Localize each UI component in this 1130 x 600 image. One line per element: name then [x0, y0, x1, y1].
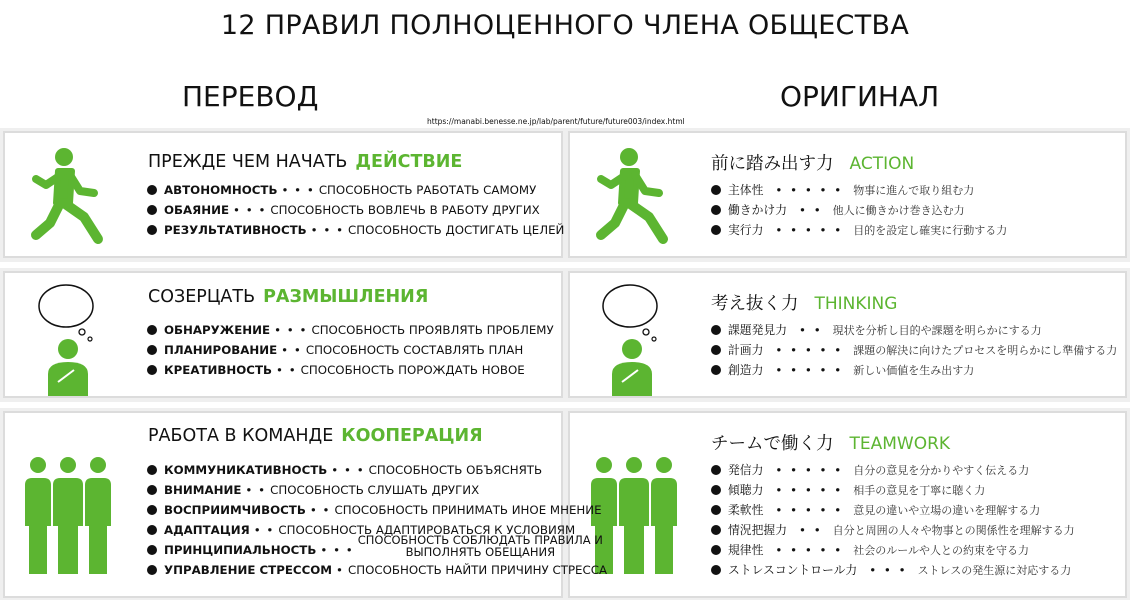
skill-description: СПОСОБНОСТЬ ПРИНИМАТЬ ИНОЕ МНЕНИЕ: [334, 503, 602, 517]
bullet-icon: [711, 505, 721, 515]
list-item: [147, 480, 607, 500]
skill-list: [147, 460, 607, 580]
section-heading-text: 前に踏み出す力: [711, 154, 834, 174]
leader-dots: • • • • •: [775, 543, 844, 557]
thinking-person-icon: [36, 282, 100, 396]
section-heading-text: РАБОТА В КОМАНДЕ: [148, 426, 334, 446]
skill-description: СПОСОБНОСТЬ ОБЪЯСНЯТЬ: [368, 463, 543, 477]
skill-term: АДАПТАЦИЯ: [164, 523, 250, 537]
bullet-icon: [147, 465, 157, 475]
leader-dots: • • • • •: [775, 363, 844, 377]
bullet-icon: [147, 185, 157, 195]
leader-dots: • • •: [274, 323, 308, 337]
skill-description: СПОСОБНОСТЬ НАЙТИ ПРИЧИНУ СТРЕССА: [347, 563, 608, 577]
bullet-icon: [147, 485, 157, 495]
leader-dots: • • • • •: [775, 343, 844, 357]
skill-description: СПОСОБНОСТЬ ДОСТИГАТЬ ЦЕЛЕЙ: [348, 223, 565, 237]
skill-term: ПЛАНИРОВАНИЕ: [164, 343, 278, 357]
skill-term: ОБАЯНИЕ: [164, 203, 230, 217]
leader-dots: • • •: [233, 203, 267, 217]
skill-description: СПОСОБНОСТЬ АДАПТИРОВАТЬСЯ К УСЛОВИЯМ: [278, 523, 576, 537]
skill-list: [147, 320, 554, 380]
skill-description: СПОСОБНОСТЬ РАБОТАТЬ САМОМУ: [318, 183, 537, 197]
leader-dots: • • • • •: [775, 463, 844, 477]
section-heading-teamwork: [148, 426, 483, 446]
running-person-icon: [28, 145, 108, 247]
section-heading-thinking: [148, 287, 428, 307]
bullet-icon: [711, 365, 721, 375]
list-item: [711, 220, 1007, 240]
skill-list: [711, 320, 1117, 380]
skill-term: 発信力: [728, 463, 764, 477]
section-accent-label: РАЗМЫШЛЕНИЯ: [263, 287, 429, 307]
leader-dots: • •: [276, 363, 297, 377]
skill-description: 物事に進んで取り組む力: [853, 184, 975, 197]
leader-dots: • • •: [320, 543, 354, 557]
list-item: [711, 460, 1075, 480]
skill-description: 他人に働きかけ巻き込む力: [832, 204, 965, 217]
skill-description: 自分の意見を分かりやすく伝える力: [853, 464, 1030, 477]
bullet-icon: [711, 465, 721, 475]
skill-term: 規律性: [728, 543, 764, 557]
section-heading-text: チームで働く力: [711, 434, 834, 454]
leader-dots: • •: [799, 523, 823, 537]
list-item: [711, 480, 1075, 500]
leader-dots: • • •: [310, 223, 345, 237]
skill-description: 新しい価値を生み出す力: [853, 364, 975, 377]
leader-dots: • •: [799, 323, 823, 337]
skill-description: 意見の違いや立場の違いを理解する力: [853, 504, 1041, 517]
skill-term: 実行力: [728, 223, 764, 237]
bullet-icon: [147, 325, 157, 335]
skill-description: 現状を分析し目的や課題を明らかにする力: [832, 324, 1042, 337]
bullet-icon: [711, 485, 721, 495]
section-accent-label: THINKING: [814, 294, 898, 314]
list-item: [147, 460, 607, 480]
list-item: [711, 200, 1007, 220]
skill-term: ストレスコントロール力: [728, 563, 858, 577]
leader-dots: • • •: [331, 463, 365, 477]
leader-dots: • •: [253, 523, 275, 537]
skill-description: 相手の意見を丁寧に聴く力: [853, 484, 986, 497]
list-item: [147, 320, 554, 340]
translation-column-title: ПЕРЕВОД: [182, 80, 319, 113]
bullet-icon: [147, 225, 157, 235]
skill-term: 情況把握力: [728, 523, 787, 537]
skill-term: ОБНАРУЖЕНИЕ: [164, 323, 271, 337]
skill-term: КРЕАТИВНОСТЬ: [164, 363, 272, 377]
list-item: [147, 180, 564, 200]
skill-term: 計画力: [728, 343, 764, 357]
section-accent-label: ACTION: [849, 154, 915, 174]
bullet-icon: [147, 365, 157, 375]
leader-dots: •: [336, 563, 344, 577]
list-item: [711, 560, 1075, 580]
bullet-icon: [711, 325, 721, 335]
leader-dots: • •: [309, 503, 331, 517]
team-icon: [22, 455, 114, 577]
skill-term: 柔軟性: [728, 503, 764, 517]
list-item: [147, 360, 554, 380]
skill-list: [147, 180, 564, 240]
list-item: [711, 180, 1007, 200]
list-item: [147, 500, 607, 520]
skill-term: 主体性: [728, 183, 764, 197]
bullet-icon: [147, 205, 157, 215]
thinking-person-icon: [600, 282, 664, 396]
bullet-icon: [147, 545, 157, 555]
skill-description: СПОСОБНОСТЬ ПОРОЖДАТЬ НОВОЕ: [300, 363, 525, 377]
list-item: [147, 560, 607, 580]
leader-dots: • • • • •: [775, 483, 844, 497]
page-title: 12 ПРАВИЛ ПОЛНОЦЕННОГО ЧЛЕНА ОБЩЕСТВА: [220, 10, 910, 41]
bullet-icon: [711, 345, 721, 355]
leader-dots: • •: [799, 203, 823, 217]
skill-description: СПОСОБНОСТЬ СОСТАВЛЯТЬ ПЛАН: [305, 343, 524, 357]
skill-term: АВТОНОМНОСТЬ: [164, 183, 278, 197]
section-heading-action-original: [711, 150, 914, 175]
list-item: [711, 360, 1117, 380]
skill-term: РЕЗУЛЬТАТИВНОСТЬ: [164, 223, 307, 237]
skill-term: 傾聴力: [728, 483, 764, 497]
skill-term: 課題発見力: [728, 323, 787, 337]
section-heading-thinking-original: [711, 290, 897, 315]
leader-dots: • •: [245, 483, 267, 497]
bullet-icon: [711, 185, 721, 195]
bullet-icon: [711, 525, 721, 535]
list-item: [147, 220, 564, 240]
list-item: [711, 500, 1075, 520]
section-heading-teamwork-original: [711, 430, 950, 455]
skill-description: СПОСОБНОСТЬ ПРОЯВЛЯТЬ ПРОБЛЕМУ: [311, 323, 554, 337]
list-item: [147, 340, 554, 360]
skill-description-line: ВЫПОЛНЯТЬ ОБЕЩАНИЯ: [405, 545, 556, 559]
skill-description: [358, 534, 603, 558]
skill-description-line: СПОСОБНОСТЬ СОБЛЮДАТЬ ПРАВИЛА И: [357, 533, 603, 547]
section-heading-text: 考え抜く力: [711, 294, 799, 314]
source-url: https://manabi.benesse.ne.jp/lab/parent/future/future003/index.html: [427, 117, 685, 126]
skill-description: ストレスの発生源に対応する力: [917, 564, 1072, 577]
skill-description: 自分と周囲の人々や物事との関係性を理解する力: [832, 524, 1075, 537]
skill-description: 目的を設定し確実に行動する力: [853, 224, 1008, 237]
bullet-icon: [711, 205, 721, 215]
leader-dots: • • •: [281, 183, 315, 197]
original-column-title: ОРИГИНАЛ: [780, 80, 940, 113]
list-item: [711, 520, 1075, 540]
bullet-icon: [711, 225, 721, 235]
bullet-icon: [711, 545, 721, 555]
bullet-icon: [147, 565, 157, 575]
section-heading-text: СОЗЕРЦАТЬ: [148, 287, 256, 307]
leader-dots: • • • • •: [775, 223, 844, 237]
leader-dots: • • • • •: [775, 503, 844, 517]
skill-term: 創造力: [728, 363, 764, 377]
skill-term: ПРИНЦИПИАЛЬНОСТЬ: [164, 543, 317, 557]
list-item: [711, 320, 1117, 340]
skill-term: ВНИМАНИЕ: [164, 483, 242, 497]
section-accent-label: TEAMWORK: [849, 434, 951, 454]
section-heading-text: ПРЕЖДЕ ЧЕМ НАЧАТЬ: [148, 152, 348, 172]
bullet-icon: [147, 525, 157, 535]
list-item: [711, 340, 1117, 360]
list-item: [711, 540, 1075, 560]
skill-term: КОММУНИКАТИВНОСТЬ: [164, 463, 328, 477]
running-person-icon: [593, 145, 673, 247]
bullet-icon: [711, 565, 721, 575]
skill-description: СПОСОБНОСТЬ СЛУШАТЬ ДРУГИХ: [270, 483, 480, 497]
section-heading-action: [148, 152, 462, 172]
skill-term: ВОСПРИИМЧИВОСТЬ: [164, 503, 306, 517]
leader-dots: • • • • •: [775, 183, 844, 197]
skill-term: 働きかけ力: [728, 203, 787, 217]
skill-description: СПОСОБНОСТЬ ВОВЛЕЧЬ В РАБОТУ ДРУГИХ: [270, 203, 540, 217]
skill-list: [711, 180, 1007, 240]
list-item: [147, 200, 564, 220]
section-accent-label: КООПЕРАЦИЯ: [341, 426, 483, 446]
section-accent-label: ДЕЙСТВИЕ: [355, 152, 463, 172]
skill-description: 課題の解決に向けたプロセスを明らかにし準備する力: [853, 344, 1118, 357]
leader-dots: • •: [281, 343, 302, 357]
skill-list: [711, 460, 1075, 580]
bullet-icon: [147, 345, 157, 355]
bullet-icon: [147, 505, 157, 515]
list-item: [147, 533, 607, 560]
skill-description: 社会のルールや人との約束を守る力: [853, 544, 1029, 557]
leader-dots: • • •: [869, 563, 908, 577]
skill-term: УПРАВЛЕНИЕ СТРЕССОМ: [164, 563, 332, 577]
